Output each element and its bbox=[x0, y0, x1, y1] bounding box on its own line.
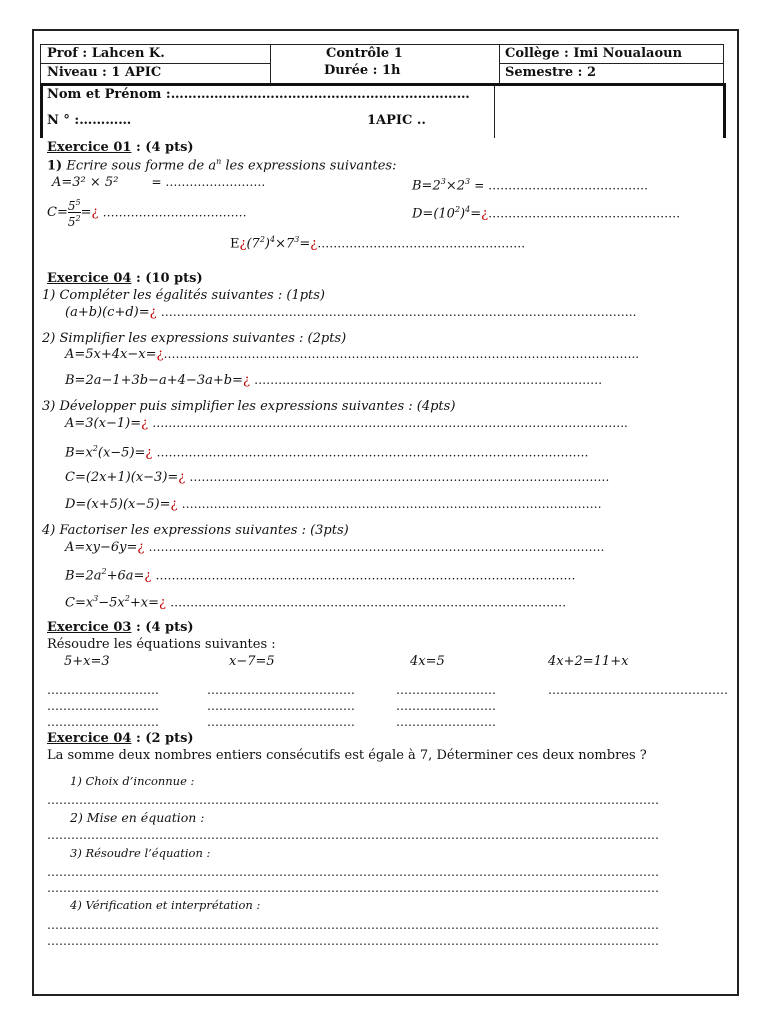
ex3-eq3: 4x=5 bbox=[410, 654, 445, 669]
ex4b-line2: ……………………………………………………………………………………………………………………………………… bbox=[47, 828, 659, 842]
ex4a-e2b: B=2a−1+3b−a+4−3a+b=¿ …………………………………………………………………………… bbox=[65, 373, 603, 388]
ex4a-e3b: $B=x^2(x-5)=¿$ ……………………………………………………………………………………………… bbox=[65, 444, 589, 461]
ex3-eq2: x−7=5 bbox=[229, 654, 275, 669]
ex4a-q2: 2) Simplifier les expressions suivantes : (2pts) bbox=[42, 331, 347, 346]
exam-duration: Durée : 1h bbox=[324, 63, 401, 78]
student-name-field[interactable]: Nom et Prénom :…………………………………………………………… bbox=[47, 87, 470, 102]
college-name: Collège : Imi Noualaoun bbox=[505, 46, 683, 61]
ex4a-e3a: A=3(x−1)=¿ ……………………………………………………………………………………………………….. bbox=[65, 416, 628, 431]
header-table bbox=[40, 44, 724, 84]
ex1-question: 1) Ecrire sous forme de $a^n$ les expressions suivantes: bbox=[47, 157, 397, 174]
student-number-field[interactable]: N ° :………… bbox=[47, 113, 132, 128]
ex1-e-expression: $E¿(7^2)^4\times 7^3=¿\dots\dots\dots\dots\dots\dots\dots\dots\dots\dots\dots\dots\dots\dots\dots\dots\dots$. bbox=[230, 235, 526, 252]
ex3-answer-col2: ………………………………. ………………………………. ………………………………. bbox=[207, 683, 355, 729]
ex3-eq4: 4x+2=11+x bbox=[548, 654, 629, 669]
ex4b-line5: ……………………………………………………………………………………………………………………………………… bbox=[47, 918, 659, 932]
ex3-title: Exercice 03 : (4 pts) bbox=[47, 620, 194, 635]
ex4a-e4b: $B=2a^2+6a=¿$ …………………………………………………………………………………………… bbox=[65, 567, 576, 584]
ex4a-e4a: A=xy−6y=¿ …………………………………………………………………………………………………… bbox=[65, 540, 605, 555]
ex4b-line3: ……………………………………………………………………………………………………………………………………… bbox=[47, 865, 659, 879]
ex4a-title: Exercice 04 : (10 pts) bbox=[47, 271, 203, 286]
ex4b-statement: La somme deux nombres entiers consécutifs est égale à 7, Déterminer ces deux nombres ? bbox=[47, 748, 647, 763]
ex4a-e3c: C=(2x+1)(x−3)=¿ …………………………………………………………………………………………… bbox=[65, 470, 610, 485]
ex4a-e3d: D=(x+5)(x−5)=¿ …………………………………………………………………………………………… bbox=[65, 497, 602, 512]
ex3-answer-col4: ……………………………………… bbox=[548, 683, 728, 697]
ex4a-e2a: A=5x+4x−x=¿……………………………………………………………………………………………………….. bbox=[65, 347, 640, 362]
ex3-answer-col3: ……………………. ……………………. ……………………. bbox=[396, 683, 496, 729]
ex4b-title: Exercice 04 : (2 pts) bbox=[47, 731, 194, 746]
prof-name: Prof : Lahcen K. bbox=[47, 46, 165, 61]
ex4a-q3: 3) Développer puis simplifier les expressions suivantes : (4pts) bbox=[42, 399, 456, 414]
ex1-d-expression: $D=(10^2)^4=¿\dots\dots\dots\dots\dots\dots\dots\dots\dots\dots\dots\dots\dots\dots\dots\dots$ bbox=[412, 205, 681, 222]
ex4a-e1: (a+b)(c+d)=¿ ……………………………………………………………………………………………………….. bbox=[65, 305, 637, 320]
exam-title: Contrôle 1 bbox=[326, 46, 403, 61]
ex4a-q1: 1) Compléter les égalités suivantes : (1pts) bbox=[42, 288, 326, 303]
ex4b-step2: 2) Mise en équation : bbox=[70, 810, 205, 825]
ex4b-step1: 1) Choix d’inconnue : bbox=[70, 774, 195, 788]
semester: Semestre : 2 bbox=[505, 65, 597, 80]
ex4a-q4: 4) Factoriser les expressions suivantes : (3pts) bbox=[42, 523, 349, 538]
ex3-instruction: Résoudre les équations suivantes : bbox=[47, 637, 276, 652]
student-info-box bbox=[40, 83, 726, 138]
class-label: 1APIC .. bbox=[367, 113, 426, 128]
ex4b-line6: ……………………………………………………………………………………………………………………………………… bbox=[47, 934, 659, 948]
ex1-title: Exercice 01 : (4 pts) bbox=[47, 140, 194, 155]
ex3-answer-col1: ………………………. ………………………. ………………………. bbox=[47, 683, 159, 729]
level: Niveau : 1 APIC bbox=[47, 65, 162, 80]
ex3-eq1: 5+x=3 bbox=[64, 654, 110, 669]
ex1-c-expression: C= $\frac{5^5}{5^2}$ =¿ ……………………………… bbox=[47, 198, 247, 229]
ex4b-line4: ……………………………………………………………………………………………………………………………………… bbox=[47, 881, 659, 895]
ex1-b-expression: $B=2^3\times 2^3$ = …………………………………. bbox=[412, 177, 648, 194]
ex4b-step4: 4) Vérification et interprétation : bbox=[70, 898, 261, 912]
ex1-a-expression: A=3² × 5² = ……………………. bbox=[52, 175, 266, 190]
ex4b-line1: ……………………………………………………………………………………………………………………………………… bbox=[47, 793, 659, 807]
ex4a-e4c: $C=x^3-5x^2+x=¿$ ……………………………………………………………………………………… bbox=[65, 594, 567, 611]
ex4b-step3: 3) Résoudre l’équation : bbox=[70, 846, 211, 860]
